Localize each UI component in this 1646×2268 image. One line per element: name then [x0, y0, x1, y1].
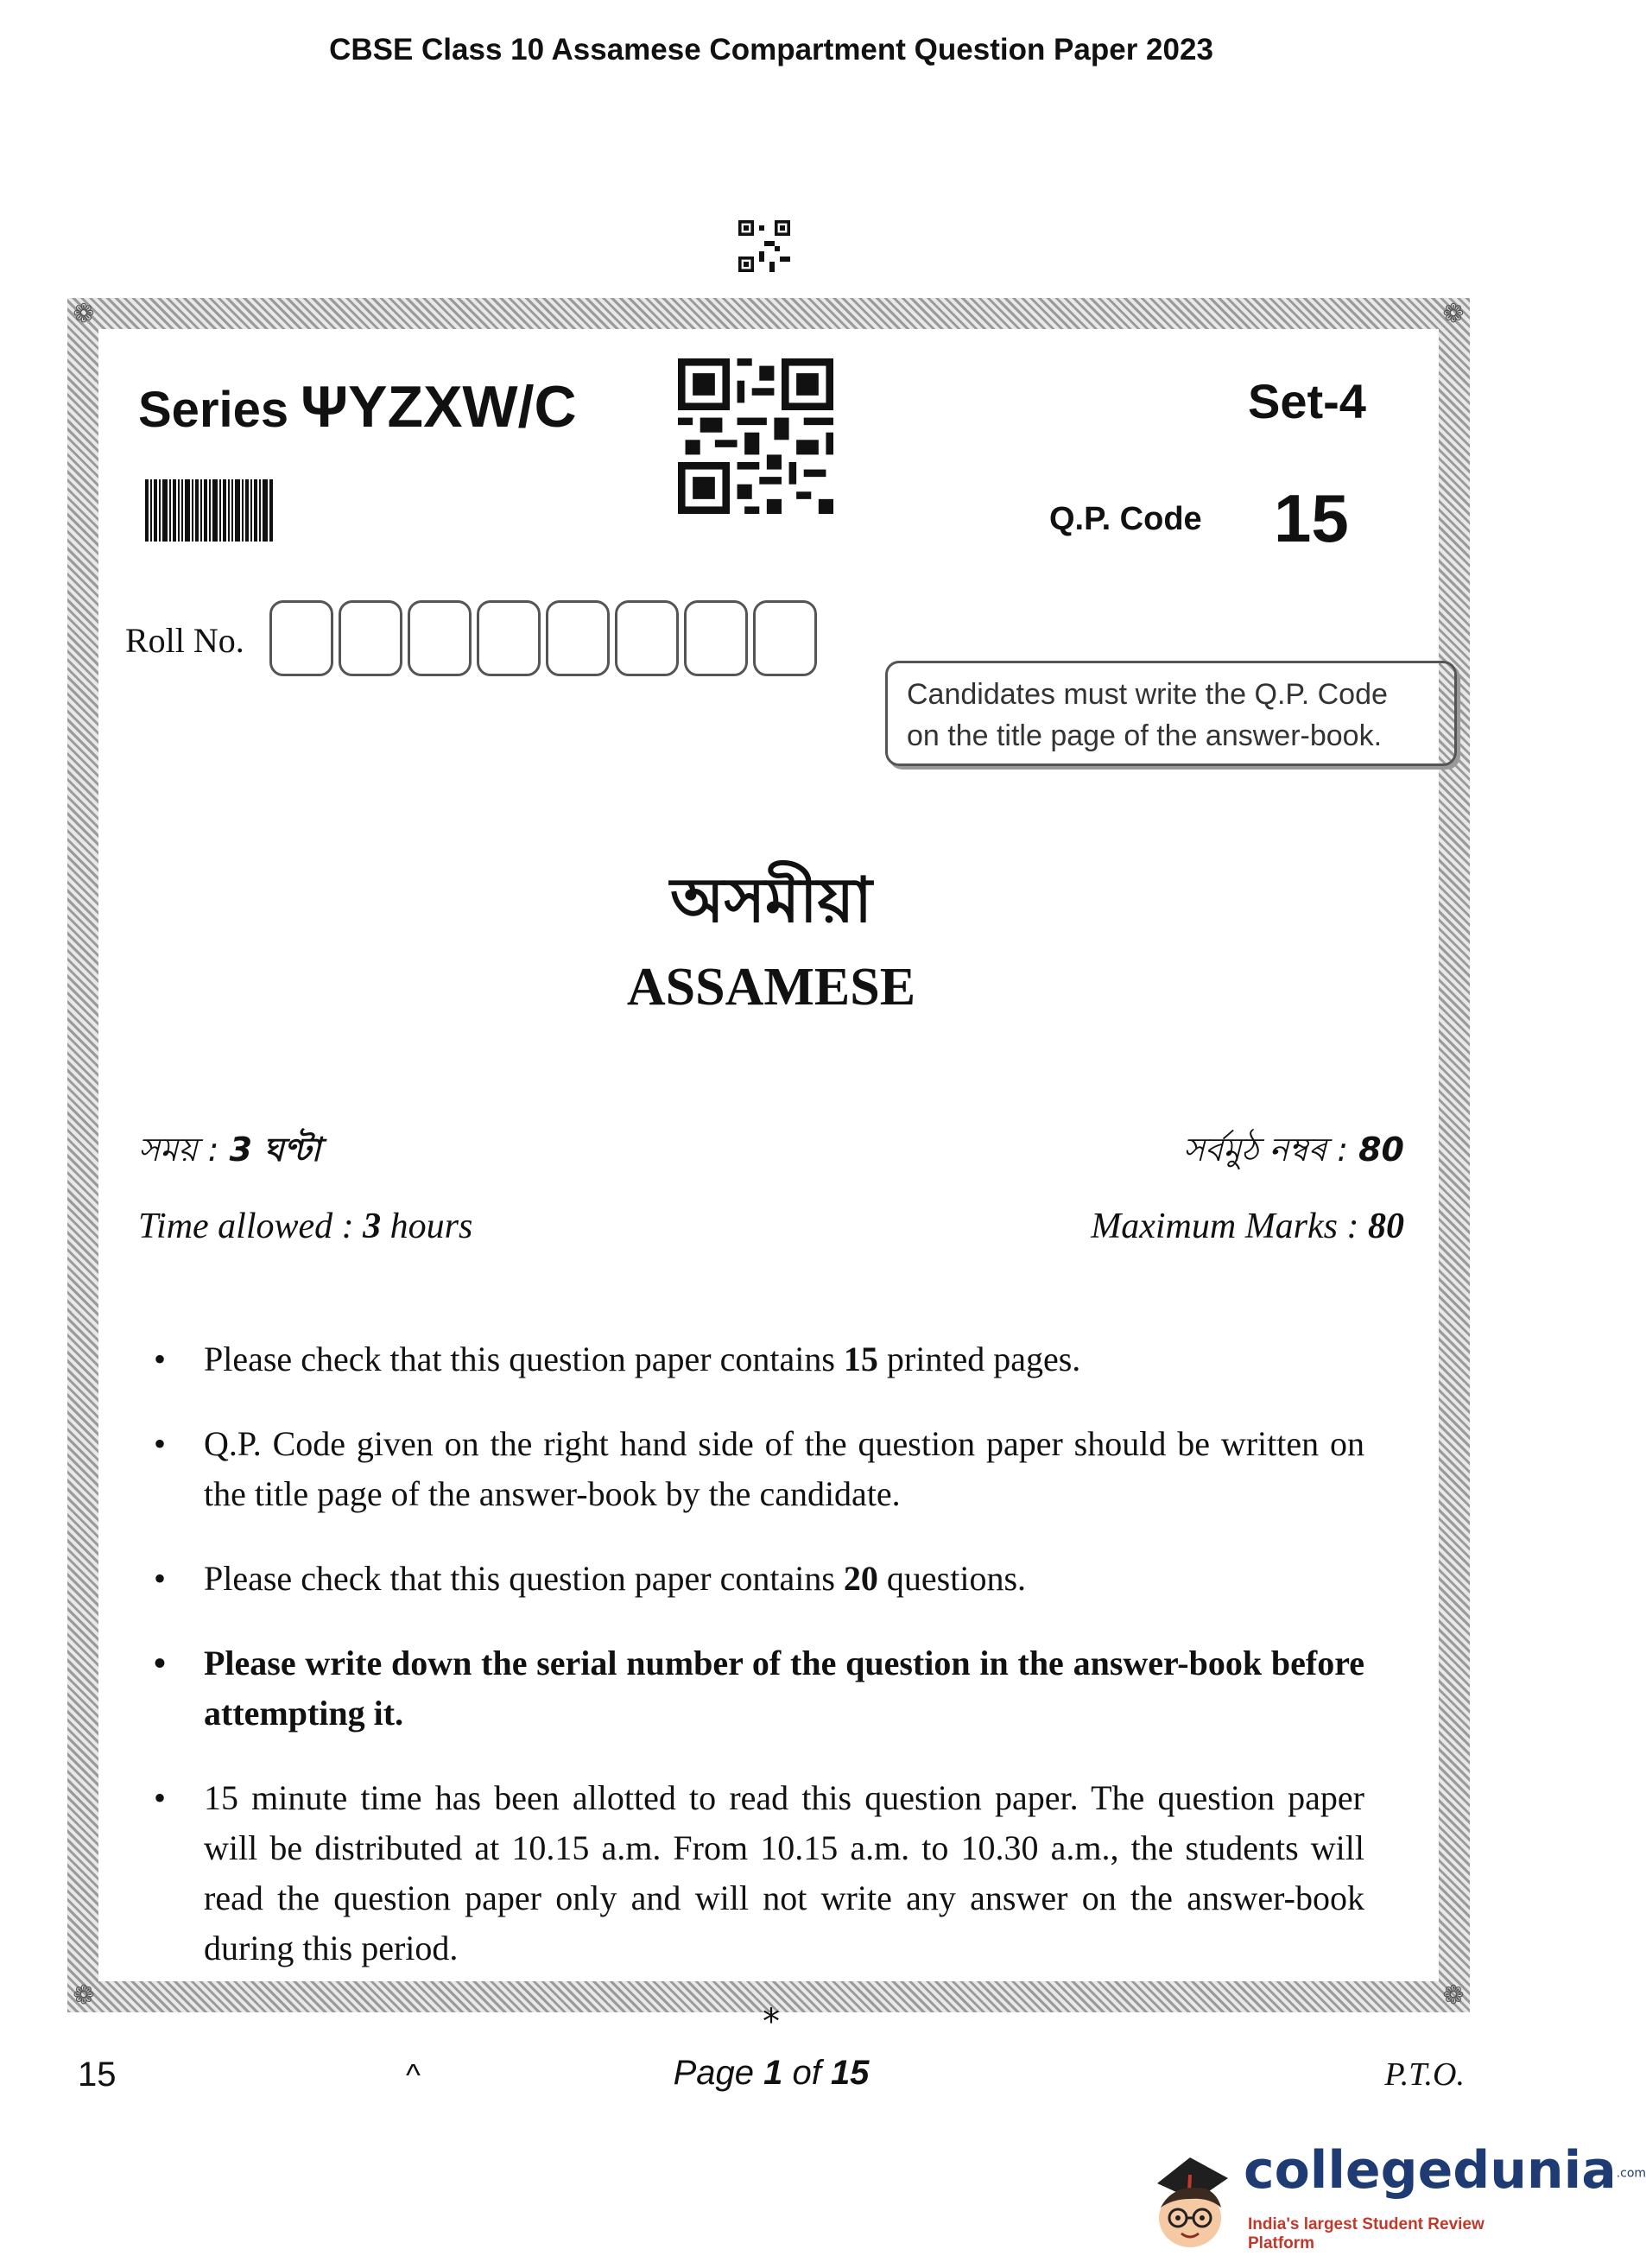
small-qr-code: [738, 220, 790, 272]
instruction-item: • Please check that this question paper contains 20 questions.: [154, 1554, 1364, 1604]
frame-corner-ornament-icon: ❁: [1442, 1980, 1465, 2011]
please-turn-over: P.T.O.: [1384, 2056, 1465, 2093]
time-allowed: [138, 1206, 472, 1247]
barcode-icon: [145, 479, 273, 542]
instruction-item: • Please write down the serial number of the question in the answer-book before attempting it.: [154, 1638, 1364, 1739]
roll-number-digit-box[interactable]: [269, 600, 333, 676]
marks-value: 80: [1368, 1207, 1404, 1246]
subject-title-english: ASSAMESE: [626, 958, 916, 1017]
time-value-assamese: 3 ঘণ্টা: [229, 1131, 321, 1169]
instruction-item: • Q.P. Code given on the right hand side of the question paper should be written on the title page of the answer-book by the candidate.: [154, 1419, 1364, 1519]
qp-code-notice-box: [885, 661, 1457, 766]
brand-logo-text: collegedunia.com: [1244, 2140, 1646, 2201]
footer-caret: ^: [406, 2057, 421, 2093]
marks-label: Maximum Marks :: [1091, 1207, 1368, 1246]
subject-title-assamese: অসমীয়া: [670, 864, 872, 936]
frame-corner-ornament-icon: ❁: [73, 299, 95, 329]
roll-number-digit-box[interactable]: [339, 600, 402, 676]
qr-code: [678, 358, 833, 514]
notice-line: on the title page of the answer-book.: [907, 719, 1383, 752]
marks-label-assamese: সৰ্বমুঠ নম্বৰ :: [1182, 1131, 1359, 1169]
max-marks: [1091, 1206, 1404, 1247]
mascot-icon: [1138, 2133, 1242, 2263]
page-number: Page 1 of 15: [673, 2054, 870, 2092]
time-unit: hours: [381, 1207, 473, 1246]
series-info: [138, 373, 577, 440]
roll-number-digit-box[interactable]: [546, 600, 610, 676]
roll-number-digit-box[interactable]: [615, 600, 679, 676]
frame-corner-ornament-icon: ❁: [1442, 299, 1465, 329]
asterisk-mark: *: [763, 2002, 780, 2042]
qp-code-value: 15: [1274, 480, 1349, 556]
series-code: ΨYZXW/C: [301, 374, 577, 440]
instruction-item: • 15 minute time has been allotted to read this question paper. The question paper will be distributed at 10.15 a.m. From 10.15 a.m. to 10.30 a.m., the students will read the question paper only and will not write any answer on the answer-book during this period.: [154, 1773, 1364, 1973]
time-label-assamese: সময় :: [138, 1131, 230, 1169]
roll-number-boxes: [269, 600, 822, 676]
frame-corner-ornament-icon: ❁: [73, 1980, 95, 2011]
time-label: Time allowed :: [138, 1207, 364, 1246]
roll-number-label: Roll No.: [125, 621, 244, 660]
brand-tagline: India's largest Student Review Platform: [1248, 2215, 1485, 2252]
time-value: 3: [363, 1207, 382, 1246]
qp-code-label: Q.P. Code: [1049, 501, 1202, 537]
roll-number-digit-box[interactable]: [684, 600, 748, 676]
max-marks-assamese: [1183, 1124, 1404, 1180]
series-label: Series: [138, 382, 289, 438]
roll-number-digit-box[interactable]: [477, 600, 541, 676]
instructions-list: [154, 1334, 1364, 2008]
notice-line: Candidates must write the Q.P. Code: [907, 678, 1388, 711]
roll-number-digit-box[interactable]: [408, 600, 472, 676]
marks-value-assamese: 80: [1358, 1131, 1404, 1169]
roll-number-digit-box[interactable]: [753, 600, 817, 676]
set-number: Set-4: [1248, 374, 1366, 428]
time-allowed-assamese: [138, 1124, 320, 1180]
document-header-title: CBSE Class 10 Assamese Compartment Question Paper 2023: [329, 33, 1213, 67]
footer-code-number: 15: [78, 2056, 117, 2094]
instruction-item: • Please check that this question paper contains 15 printed pages.: [154, 1334, 1364, 1384]
